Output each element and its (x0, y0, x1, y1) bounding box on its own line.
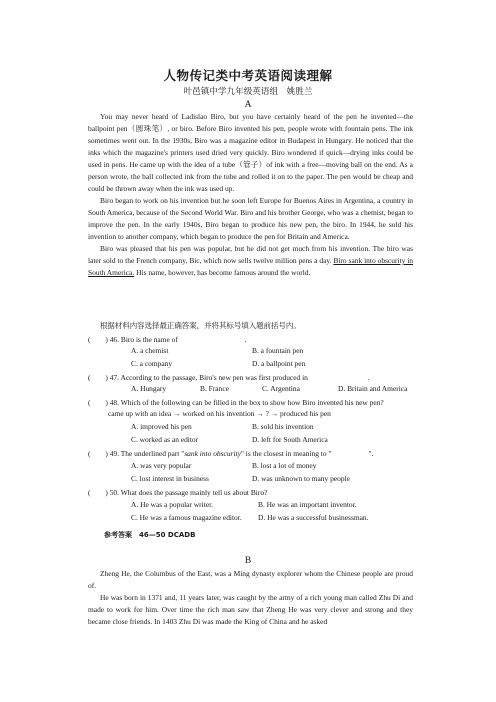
q48-option-a: A. improved his pen (131, 422, 192, 431)
passage-b (88, 568, 413, 628)
answer-key: 参考答案 46—50 DCADB (104, 531, 196, 539)
passage-a-paragraph-3: Biro was pleased that his pen was popular, but he did not get much from his invention. The biro was later sold to the French company, Bic, which now sells twelve million pens a day. Biro sank into obscurity in South America. His name, however, has become famous around the world. (88, 244, 413, 277)
question-47: ( ) 47. According to the passage, Biro's new pen was first produced in . (88, 373, 370, 382)
q49-option-c: C. lost interest in business (131, 474, 209, 483)
q49-underlined-phrase: sank into obscurity (184, 449, 241, 458)
q48-option-b: B. sold his invention (252, 422, 314, 431)
q46-option-c: C. a company (131, 359, 173, 368)
passage-a (88, 111, 413, 279)
q46-option-a: A. a chemist (131, 346, 169, 355)
page-title: 人物传记类中考英语阅读理解 (163, 68, 333, 83)
section-a-heading: A (244, 100, 252, 110)
page-subtitle: 叶邑镇中学九年级英语组 姚胜兰 (183, 87, 313, 97)
q47-option-a: A. Hungary (131, 384, 167, 393)
q49-option-a: A. was very popular (131, 461, 192, 470)
section-b-heading: B (244, 556, 252, 566)
passage-a-paragraph-2: Biro began to work on his invention but he soon left Europe for Buenos Aires in Argentina, a country in South America, because of the Second World War. Biro and his brother George, who was a chemist, began to improve the pen. In the early 1940s, Biro began to produce his new pen, the biro. In 1944, he sold his invention to another company, which began to produce the pen for Britain and America. (88, 196, 413, 241)
q47-option-d: D. Britain and America (338, 384, 408, 393)
q49-option-d: D. was unknown to many people (252, 474, 350, 483)
passage-b-paragraph-2: He was born in 1371 and, 11 years later, was caught by the army of a rich young man called Zhu Di and made to work for him. Over time the rich man saw that Zheng He was very clever and strong and they became close friends. In 1403 Zhu Di was made the King of China and he asked (88, 593, 413, 626)
q46-option-b: B. a fountain pen (252, 346, 304, 355)
q50-option-c: C. He was a famous magazine editor. (131, 513, 242, 522)
q47-option-c: C. Argentina (262, 384, 300, 393)
q46-option-d: D. a ballpoint pen (252, 359, 306, 368)
passage-a-paragraph-1: You may never heard of Ladislao Biro, but you have certainly heard of the pen he invented—the ballpoint pen（圆珠笔）, or biro. Before Biro invented his pen, people wrote with fountain pens. The ink sometimes went out. In the 1930s, Biro was a magazine editor in Budapest in Hungary. He noticed that the inks which the magazine's printers used dried very quickly. Biro wondered if quick—drying inks could be used in pens. He came up with the idea of a tube（管子）of ink with a free—moving ball on the end. As a person wrote, the ball collected ink from the tube and rolled it on to the paper. The pen would be cheap and could be thrown away when the ink was used up. (88, 112, 413, 193)
underlined-sentence: Biro sank into obscurity in South America. (88, 256, 413, 277)
question-50: ( ) 50. What does the passage mainly tell us about Biro? (88, 488, 268, 497)
q47-option-b: B. France (200, 384, 229, 393)
question-48: ( ) 48. Which of the following can be filled in the box to show how Biro invented his new pen? (88, 398, 384, 407)
q48-flow-box: came up with an idea → worked on his invention → ? → produced his pen (108, 409, 331, 418)
q50-option-b: B. He was an important inventor. (258, 500, 357, 509)
passage-b-paragraph-1: Zheng He, the Columbus of the East, was a Ming dynasty explorer whom the Chinese people are proud of. (88, 569, 413, 590)
instruction-text: 根据材料内容选择最正确答案，并将其标号填入题前括号内。 (100, 321, 301, 330)
q50-option-a: A. He was a popular writer. (131, 500, 213, 509)
question-46: ( ) 46. Biro is the name of . (88, 335, 247, 344)
q49-option-b: B. lost a lot of money (252, 461, 317, 470)
q50-option-d: D. He was a successful businessman. (258, 513, 369, 522)
question-49: ( ) 49. The underlined part "sank into obscurity" is the closest in meaning to " ". (88, 449, 374, 458)
q48-option-c: C. worked as an editor (131, 435, 199, 444)
q48-option-d: D. left for South America (252, 435, 328, 444)
